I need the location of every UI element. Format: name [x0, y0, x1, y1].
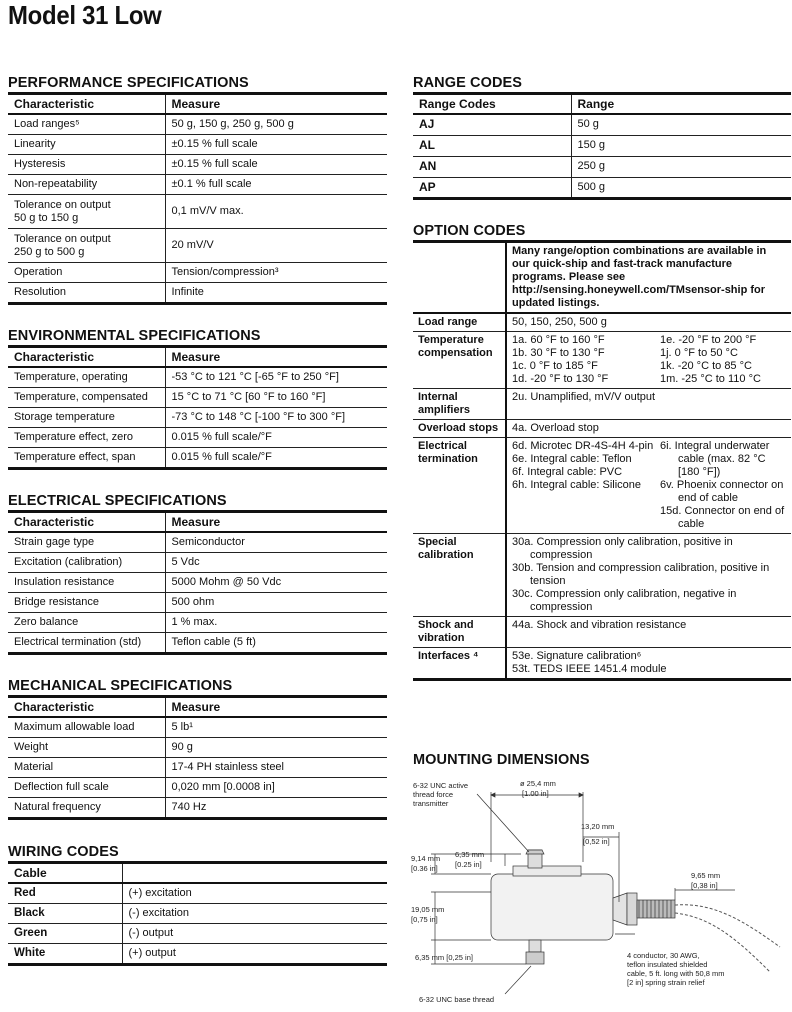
label-diameter: ø 25,4 mm	[520, 779, 556, 788]
row-characteristic: Temperature, compensated	[8, 388, 165, 408]
row-range: 150 g	[571, 135, 791, 156]
option-value	[506, 438, 791, 534]
row-range: 250 g	[571, 156, 791, 177]
row-measure: 1 % max.	[165, 613, 387, 633]
option-row-overload	[413, 420, 791, 438]
table-row	[8, 175, 387, 195]
label-diameter-in: [1.00 in]	[522, 789, 549, 798]
label-cable: [2 in] spring strain relief	[627, 978, 705, 987]
label-19-05-in: [0,75 in]	[411, 915, 438, 924]
option-item: 1a. 60 °F to 160 °F	[512, 334, 605, 346]
option-item: 1m. -25 °C to 110 °C	[660, 373, 761, 385]
label-19-05: 19,05 mm	[411, 905, 445, 914]
header-characteristic: Characteristic	[8, 697, 165, 718]
option-key: Load range	[413, 313, 506, 332]
option-item: 53e. Signature calibration⁶	[512, 650, 642, 662]
option-value	[506, 534, 791, 617]
electrical-heading: ELECTRICAL SPECIFICATIONS	[8, 493, 227, 509]
row-range: 500 g	[577, 180, 606, 193]
option-key: Shock and vibration	[413, 617, 506, 648]
label-active-thread: thread force	[413, 790, 454, 799]
row-measure: 15 °C to 71 °C [60 °F to 160 °F]	[165, 388, 387, 408]
option-item: 6i. Integral underwater cable (max. 82 °C [180 °F])	[660, 440, 770, 478]
table-row	[8, 195, 387, 229]
option-key: Overload stops	[413, 420, 506, 438]
option-key: Special calibration	[413, 534, 506, 617]
row-characteristic: Deflection full scale	[8, 778, 165, 798]
row-measure: 50 g, 150 g, 250 g, 500 g	[165, 114, 387, 135]
table-row	[8, 593, 387, 613]
row-cable: Green	[8, 924, 122, 944]
row-characteristic: Storage temperature	[8, 408, 165, 428]
option-row-temperature	[413, 332, 791, 389]
sensor-body	[491, 874, 613, 940]
row-characteristic: Load ranges⁵	[8, 114, 165, 135]
row-measure: 0.015 % full scale/°F	[171, 451, 272, 463]
option-item: 30b. Tension and compression calibration, positive in tension	[512, 562, 770, 587]
row-code: AN	[413, 156, 571, 177]
header-blank	[122, 863, 387, 884]
row-measure: -53 °C to 121 °C [-65 °F to 250 °F]	[165, 367, 387, 388]
row-measure: -73 °C to 148 °C [-100 °F to 300 °F]	[165, 408, 387, 428]
table-row	[8, 717, 387, 738]
option-value: 44a. Shock and vibration resistance	[506, 617, 791, 648]
header-measure: Measure	[165, 94, 387, 115]
header-measure: Measure	[165, 512, 387, 533]
label-cable: teflon insulated shielded	[627, 960, 708, 969]
row-measure: Infinite	[171, 286, 204, 298]
row-characteristic: Hysteresis	[8, 155, 165, 175]
char-line2: 250 g to 500 g	[14, 245, 85, 258]
range-codes-heading: RANGE CODES	[413, 75, 523, 91]
label-13-20-in: [0,52 in]	[583, 837, 610, 846]
table-row	[413, 135, 791, 156]
row-measure: Teflon cable (5 ft)	[171, 636, 256, 648]
row-characteristic: Insulation resistance	[8, 573, 165, 593]
option-item: 1k. -20 °C to 85 °C	[660, 360, 752, 372]
row-characteristic: Operation	[8, 263, 165, 283]
row-measure: ±0.15 % full scale	[165, 135, 387, 155]
performance-heading: PERFORMANCE SPECIFICATIONS	[8, 75, 249, 91]
row-measure: 0,020 mm [0.0008 in]	[165, 778, 387, 798]
label-active-thread: 6-32 UNC active	[413, 781, 469, 790]
row-code: AP	[413, 177, 571, 198]
char-line1: Tolerance on output	[14, 232, 111, 245]
char-line1: Tolerance on output	[14, 198, 111, 211]
table-header	[413, 94, 791, 115]
option-intro-row	[413, 242, 791, 314]
option-row-interfaces	[413, 648, 791, 680]
label-6-35-bottom: 6,35 mm [0,25 in]	[415, 953, 473, 962]
option-row-internal-amplifiers	[413, 389, 791, 420]
table-row	[8, 428, 387, 448]
option-item: 1e. -20 °F to 200 °F	[660, 334, 757, 346]
header-characteristic: Characteristic	[8, 94, 165, 115]
option-item: 1j. 0 °F to 50 °C	[660, 347, 738, 359]
range-codes-section	[413, 74, 791, 200]
row-measure: 20 mV/V	[165, 229, 387, 263]
label-6-35-top: 6,35 mm	[455, 850, 485, 859]
wiring-table	[8, 861, 387, 966]
table-row	[413, 177, 791, 198]
row-characteristic: Non-repeatability	[8, 175, 165, 195]
label-6-35-top-in: [0.25 in]	[455, 860, 482, 869]
table-row	[8, 924, 387, 944]
row-characteristic: Temperature, operating	[8, 367, 165, 388]
table-header	[8, 863, 387, 884]
row-measure: Tension/compression³	[165, 263, 387, 283]
table-row	[8, 135, 387, 155]
header-range: Range	[571, 94, 791, 115]
table-header	[8, 94, 387, 115]
row-measure: 500 ohm	[165, 593, 387, 613]
cable	[675, 905, 780, 947]
table-row	[8, 778, 387, 798]
row-characteristic: Zero balance	[8, 613, 165, 633]
row-measure: 17-4 PH stainless steel	[165, 758, 387, 778]
row-characteristic	[8, 229, 165, 263]
environmental-section	[8, 327, 387, 470]
option-codes-table	[413, 240, 791, 681]
option-value: 50, 150, 250, 500 g	[506, 313, 791, 332]
option-item: 53t. TEDS IEEE 1451.4 module	[512, 663, 667, 675]
header-measure: Measure	[165, 697, 387, 718]
table-row	[8, 263, 387, 283]
row-measure: 90 g	[165, 738, 387, 758]
option-item: 6e. Integral cable: Teflon	[512, 453, 632, 465]
row-characteristic: Resolution	[8, 283, 165, 304]
table-row	[8, 904, 387, 924]
mounting-drawing	[405, 772, 790, 1008]
option-value: 2u. Unamplified, mV/V output	[506, 389, 791, 420]
option-item: 30c. Compression only calibration, negative in compression	[512, 588, 737, 613]
option-item: 1d. -20 °F to 130 °F	[512, 373, 609, 385]
performance-table	[8, 92, 387, 305]
range-codes-table	[413, 92, 791, 200]
row-code: AL	[413, 135, 571, 156]
header-characteristic: Characteristic	[8, 347, 165, 368]
row-measure: 5000 Mohm @ 50 Vdc	[165, 573, 387, 593]
char-line2: 50 g to 150 g	[14, 211, 79, 224]
mounting-section	[413, 751, 791, 769]
label-base-thread: 6-32 UNC base thread	[419, 995, 495, 1004]
header-range-codes: Range Codes	[413, 94, 571, 115]
row-cable: Red	[8, 883, 122, 904]
row-characteristic: Temperature effect, span	[8, 448, 165, 469]
table-row	[8, 633, 387, 654]
row-function: (+) output	[128, 947, 176, 959]
table-row	[8, 613, 387, 633]
table-header	[8, 512, 387, 533]
option-value	[506, 332, 791, 389]
intro-blank	[413, 242, 506, 314]
header-characteristic: Characteristic	[8, 512, 165, 533]
header-measure: Measure	[165, 347, 387, 368]
row-cable: White	[8, 944, 122, 965]
row-function: (+) excitation	[122, 883, 387, 904]
row-function: (-) excitation	[122, 904, 387, 924]
row-characteristic: Maximum allowable load	[8, 717, 165, 738]
option-key: Internal amplifiers	[413, 389, 506, 420]
bottom-stem	[529, 940, 541, 952]
table-row	[8, 448, 387, 469]
electrical-table	[8, 510, 387, 655]
wiring-section	[8, 843, 387, 966]
table-row	[8, 573, 387, 593]
table-row	[8, 229, 387, 263]
row-characteristic: Temperature effect, zero	[8, 428, 165, 448]
table-row	[8, 758, 387, 778]
mounting-heading: MOUNTING DIMENSIONS	[413, 752, 590, 768]
table-row	[8, 283, 387, 304]
table-row	[8, 367, 387, 388]
table-row	[8, 388, 387, 408]
label-active-thread: transmitter	[413, 799, 449, 808]
row-code: AJ	[413, 114, 571, 135]
label-9-14-in: [0.36 in]	[411, 864, 438, 873]
top-boss	[513, 866, 581, 876]
row-characteristic: Bridge resistance	[8, 593, 165, 613]
bottom-nut	[526, 952, 544, 964]
row-measure: 5 lb¹	[165, 717, 387, 738]
row-measure: ±0.15 % full scale	[165, 155, 387, 175]
table-row	[8, 114, 387, 135]
header-cable: Cable	[8, 863, 122, 884]
option-item: 30a. Compression only calibration, positive in compression	[512, 536, 733, 561]
option-item: 6d. Microtec DR-4S-4H 4-pin	[512, 440, 654, 452]
table-row	[8, 738, 387, 758]
table-row	[413, 156, 791, 177]
environmental-table	[8, 345, 387, 470]
row-characteristic: Strain gage type	[8, 532, 165, 553]
page-title: Model 31 Low	[8, 0, 162, 30]
row-measure: ±0.1 % full scale	[165, 175, 387, 195]
option-value	[506, 648, 791, 680]
option-row-special-calibration	[413, 534, 791, 617]
option-row-shock	[413, 617, 791, 648]
row-characteristic: Electrical termination (std)	[8, 633, 165, 654]
option-intro-text: Many range/option combinations are available in our quick-ship and fast-track manufacture programs. Please see http://sensing.honeywell.com/TMsensor-ship for updated listings.	[506, 242, 791, 314]
row-characteristic: Excitation (calibration)	[8, 553, 165, 573]
option-item: 6f. Integral cable: PVC	[512, 466, 623, 478]
environmental-heading: ENVIRONMENTAL SPECIFICATIONS	[8, 328, 261, 344]
label-9-65: 9,65 mm	[691, 871, 721, 880]
mechanical-section	[8, 677, 387, 820]
label-9-65-in: [0,38 in]	[691, 881, 718, 890]
table-row	[8, 944, 387, 965]
mechanical-table	[8, 695, 387, 820]
option-item: 1c. 0 °F to 185 °F	[512, 360, 598, 372]
option-key: Interfaces ⁴	[413, 648, 506, 680]
performance-section	[8, 74, 387, 305]
option-key: Electrical termination	[413, 438, 506, 534]
row-measure: 0,1 mV/V max.	[165, 195, 387, 229]
option-codes-heading: OPTION CODES	[413, 223, 526, 239]
row-measure: 5 Vdc	[165, 553, 387, 573]
row-characteristic: Weight	[8, 738, 165, 758]
mechanical-heading: MECHANICAL SPECIFICATIONS	[8, 678, 233, 694]
option-value: 4a. Overload stop	[506, 420, 791, 438]
row-function: (-) output	[122, 924, 387, 944]
row-characteristic	[8, 195, 165, 229]
table-row	[8, 532, 387, 553]
row-characteristic: Natural frequency	[8, 798, 165, 819]
label-cable: 4 conductor, 30 AWG,	[627, 951, 700, 960]
label-13-20: 13,20 mm	[581, 822, 615, 831]
label-9-14: 9,14 mm	[411, 854, 441, 863]
option-item: 6v. Phoenix connector on end of cable	[660, 479, 784, 504]
table-row	[8, 408, 387, 428]
row-characteristic: Material	[8, 758, 165, 778]
option-key: Temperature compensation	[413, 332, 506, 389]
row-characteristic: Linearity	[8, 135, 165, 155]
row-measure: 740 Hz	[171, 801, 207, 813]
wiring-heading: WIRING CODES	[8, 844, 119, 860]
option-item: 6h. Integral cable: Silicone	[512, 479, 642, 491]
table-row	[413, 114, 791, 135]
row-measure: 0.015 % full scale/°F	[165, 428, 387, 448]
option-item: 15d. Connector on end of cable	[660, 505, 785, 530]
table-row	[8, 883, 387, 904]
spring-relief	[637, 900, 675, 918]
option-codes-section	[413, 222, 791, 681]
option-row-electrical-termination	[413, 438, 791, 534]
electrical-section	[8, 492, 387, 655]
row-measure: Semiconductor	[165, 532, 387, 553]
row-cable: Black	[8, 904, 122, 924]
row-range: 50 g	[571, 114, 791, 135]
label-cable: cable, 5 ft. long with 50,8 mm	[627, 969, 725, 978]
table-row	[8, 155, 387, 175]
table-header	[8, 347, 387, 368]
table-row	[8, 798, 387, 819]
option-item: 1b. 30 °F to 130 °F	[512, 347, 605, 359]
table-row	[8, 553, 387, 573]
option-row-load-range	[413, 313, 791, 332]
table-header	[8, 697, 387, 718]
